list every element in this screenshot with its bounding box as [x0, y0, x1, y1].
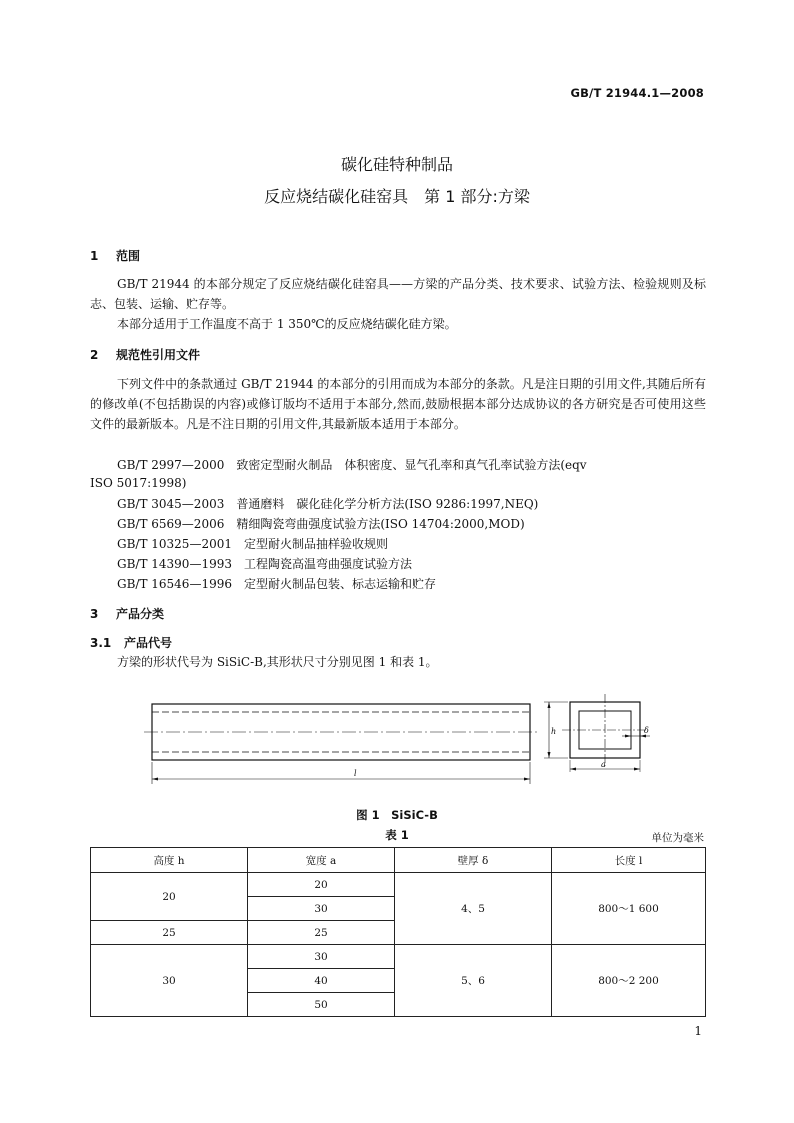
- section-1-paragraph-2: 本部分适用于工作温度不高于 1 350℃的反应烧结碳化硅方梁。: [117, 317, 457, 331]
- cell-width: 40: [248, 969, 395, 993]
- header-width: 宽度 a: [248, 848, 395, 873]
- reference-item: GB/T 14390—1993 工程陶瓷高温弯曲强度试验方法: [117, 557, 412, 571]
- section-1-paragraph-1: GB/T 21944 的本部分规定了反应烧结碳化硅窑具——方梁的产品分类、技术要求、试验方法、检验规则及标志、包装、运输、贮存等。: [90, 277, 706, 311]
- section-1-heading: [90, 247, 140, 264]
- table-header-row: [91, 848, 706, 873]
- reference-item: GB/T 10325—2001 定型耐火制品抽样验收规则: [117, 537, 388, 551]
- reference-item: GB/T 6569—2006 精细陶瓷弯曲强度试验方法(ISO 14704:2000,MOD): [117, 517, 525, 531]
- width-label: a: [601, 760, 606, 769]
- standard-number: GB/T 21944.1—2008: [570, 86, 704, 100]
- cell-height: 30: [91, 945, 248, 1017]
- subsection-3-1-heading: [90, 634, 172, 651]
- cell-width: 30: [248, 897, 395, 921]
- section-2-heading: [90, 346, 200, 363]
- section-3-paragraph-1: 方梁的形状代号为 SiSiC-B,其形状尺寸分别见图 1 和表 1。: [117, 655, 438, 669]
- section-3-heading: [90, 605, 164, 622]
- section-number: 3: [90, 607, 99, 621]
- beam-side-outline: [152, 704, 530, 760]
- dimension-table: [90, 847, 706, 1017]
- table-row: [91, 873, 706, 897]
- cell-wall-thickness: 5、6: [395, 945, 552, 1017]
- subsection-title: 产品代号: [124, 636, 173, 650]
- cell-height: 25: [91, 921, 248, 945]
- section-number: 1: [90, 249, 99, 263]
- wall-thickness-label: δ: [644, 726, 649, 735]
- section-number: 2: [90, 348, 99, 362]
- document-title-line1: 碳化硅特种制品: [340, 155, 453, 174]
- page-number: 1: [694, 1024, 702, 1038]
- cell-height: 20: [91, 873, 248, 921]
- header-length: 长度 l: [552, 848, 706, 873]
- cell-width: 30: [248, 945, 395, 969]
- document-title-line2: 反应烧结碳化硅窑具 第 1 部分:方梁: [264, 187, 530, 206]
- height-label: h: [551, 727, 557, 736]
- subsection-number: 3.1: [90, 636, 112, 650]
- section-2-paragraph-1: 下列文件中的条款通过 GB/T 21944 的本部分的引用而成为本部分的条款。凡是注日期的引用文件,其随后所有的修改单(不包括勘误的内容)或修订版均不适用于本部分,然而,鼓励根据本部分达成协议的各方研究是否可使用这些文件的最新版本。凡是不注日期的引用文件,其最新版本适用于本部分。: [90, 377, 706, 431]
- cell-length: 800～1 600: [552, 873, 706, 945]
- section-title: 产品分类: [116, 607, 165, 621]
- reference-item-continued: ISO 5017:1998): [90, 476, 187, 490]
- table-row: [91, 945, 706, 969]
- section-title: 范围: [116, 249, 141, 263]
- table-caption: 表 1: [385, 828, 409, 842]
- figure-1-drawing: [140, 690, 660, 790]
- cell-width: 20: [248, 873, 395, 897]
- cell-width: 25: [248, 921, 395, 945]
- figure-caption: 图 1 SiSiC-B: [356, 808, 438, 822]
- header-wall-thickness: 壁厚 δ: [395, 848, 552, 873]
- cell-length: 800～2 200: [552, 945, 706, 1017]
- reference-item: GB/T 16546—1996 定型耐火制品包装、标志运输和贮存: [117, 577, 436, 591]
- reference-item: GB/T 2997—2000 致密定型耐火制品 体积密度、显气孔率和真气孔率试验方法(eqv: [117, 458, 587, 472]
- cell-wall-thickness: 4、5: [395, 873, 552, 945]
- length-label: l: [354, 769, 357, 778]
- table-unit-note: 单位为毫米: [651, 832, 704, 844]
- cell-width: 50: [248, 993, 395, 1017]
- header-height: 高度 h: [91, 848, 248, 873]
- section-title: 规范性引用文件: [116, 348, 201, 362]
- reference-item: GB/T 3045—2003 普通磨料 碳化硅化学分析方法(ISO 9286:1997,NEQ): [117, 497, 539, 511]
